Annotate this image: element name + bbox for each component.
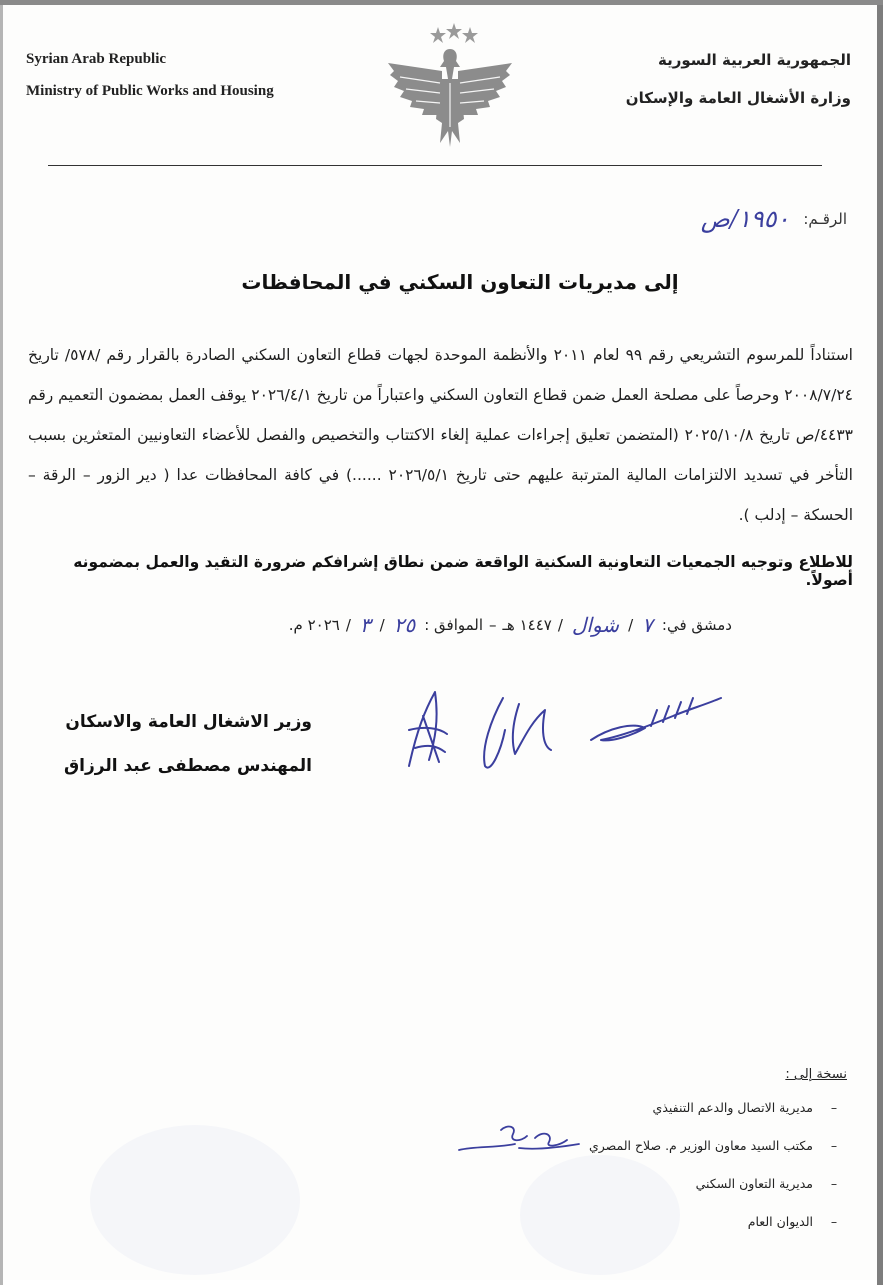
hijri-day: ٧ [642, 613, 653, 637]
copies-label: نسخة إلى : [785, 1067, 847, 1082]
reference-label: الرقـم: [803, 210, 847, 228]
copy-recipient: مديرية التعاون السكني [695, 1176, 813, 1191]
date-dash: – [489, 616, 497, 634]
signature-icon [395, 670, 725, 780]
hijri-month: شوال [571, 613, 620, 637]
gregorian-year: ٢٠٢٦ م. [288, 616, 340, 634]
instruction-paragraph: للاطلاع وتوجيه الجمعيات التعاونية السكنية الواقعة ضمن نطاق إشرافكم ضرورة التقيد والعمل بمضمونه أصولاً. [73, 553, 853, 589]
date-separator: / [379, 616, 385, 634]
list-item: – الديوان العام [589, 1211, 841, 1249]
arabic-letterhead [626, 41, 851, 117]
body-paragraph: استناداً للمرسوم التشريعي رقم ٩٩ لعام ٢٠١١ والأنظمة الموحدة لجهات قطاع التعاون السكني الصادرة بالقرار رقم /٥٧٨/ تاريخ ٢٠٠٨/٧/٢٤ وحرصاً على مصلحة العمل ضمن قطاع التعاون السكني واعتباراً من تاريخ ٢٠٢٦/٤/١ يوقف العمل بمضمون التعميم رقم ٤٤٣٣/ص تاريخ ٢٠٢٥/١٠/٨ (المتضمن تعليق إجراءات عملية إلغاء الاكتتاب والتخصيص والفصل للأعضاء التعاونيين المتعثرين بسبب التأخر في تسديد الالتزامات المالية المترتبة عليهم حتى تاريخ ٢٠٢٦/٥/١ ......) في كافة المحافظات عدا ( دير الزور – الرقة – الحسكة – إدلب ). [28, 346, 853, 524]
arabic-country: الجمهورية العربية السورية [658, 51, 851, 69]
initials-icon [455, 1120, 585, 1160]
reference-number [701, 205, 847, 233]
copies-list [589, 1097, 841, 1249]
gregorian-day: ٢٥ [393, 613, 416, 637]
minister-name: المهندس مصطفى عبد الرزاق [63, 756, 312, 776]
list-item: – مديرية التعاون السكني [589, 1173, 841, 1211]
list-item: – مديرية الاتصال والدعم التنفيذي [589, 1097, 841, 1135]
page-edge-left [0, 5, 3, 1285]
gregorian-month: ٣ [359, 613, 371, 637]
copy-recipient: الديوان العام [747, 1214, 813, 1229]
copy-recipient: مديرية الاتصال والدعم التنفيذي [652, 1100, 813, 1115]
faded-stamp [90, 1125, 300, 1275]
minister-title: وزير الاشغال العامة والاسكان [65, 712, 312, 732]
date-separator: / [628, 616, 634, 634]
reference-handwritten-value: ١٩٥٠/ص [700, 205, 790, 233]
english-country: Syrian Arab Republic [26, 51, 167, 67]
copy-recipient: مكتب السيد معاون الوزير م. صلاح المصري [588, 1138, 813, 1153]
date-separator: / [345, 616, 351, 634]
page-edge-right [877, 5, 883, 1285]
english-ministry: Ministry of Public Works and Housing [26, 83, 274, 99]
eagle-emblem-icon [380, 19, 520, 153]
header-divider [48, 165, 822, 166]
arabic-ministry: وزارة الأشغال العامة والإسكان [625, 89, 851, 107]
agreed-label: الموافق : [424, 616, 484, 634]
date-line [286, 613, 735, 637]
english-letterhead [26, 43, 274, 107]
date-separator: / [557, 616, 563, 634]
document-title: إلى مديريات التعاون السكني في المحافظات [241, 270, 679, 294]
date-prefix: دمشق في: [661, 616, 732, 634]
minister-block [60, 700, 312, 788]
hijri-year: ١٤٤٧ هـ [502, 616, 552, 634]
list-item: – مكتب السيد معاون الوزير م. صلاح المصري [589, 1135, 841, 1173]
